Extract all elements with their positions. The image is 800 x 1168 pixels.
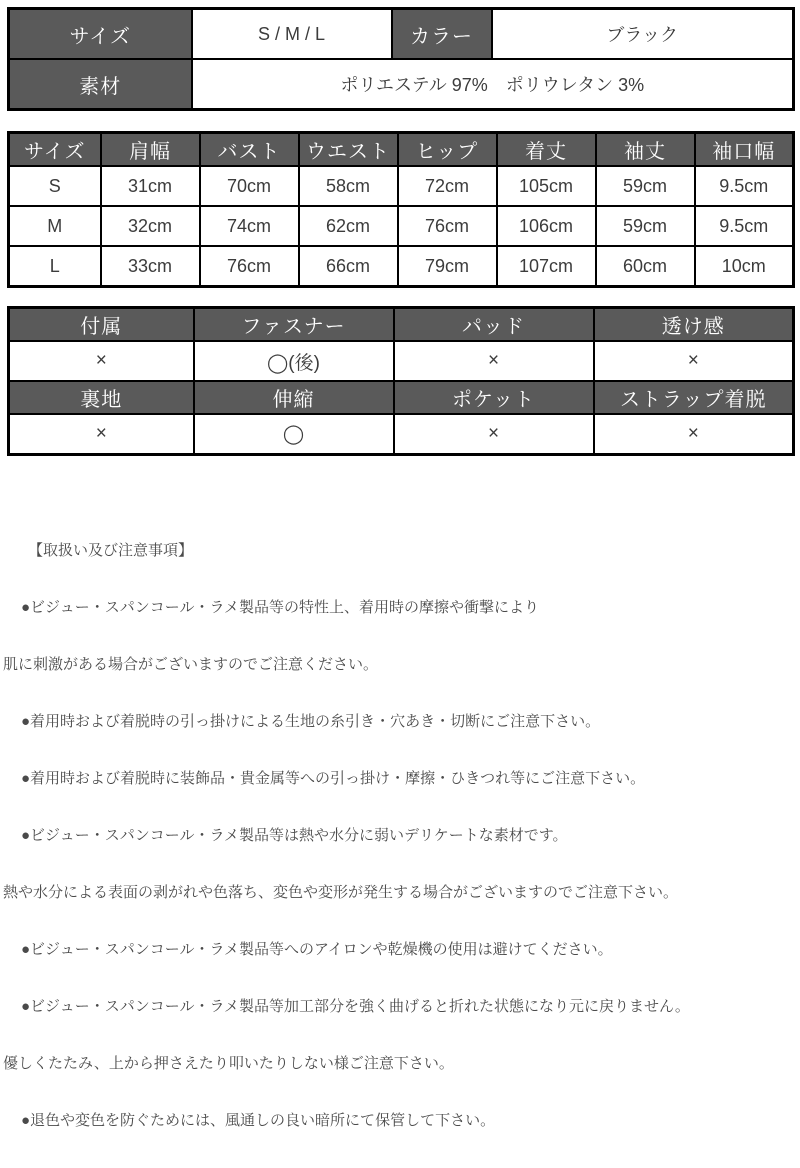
col-header: 袖口幅	[695, 133, 794, 167]
table-row	[9, 9, 794, 60]
measurement-cell: 62cm	[299, 206, 398, 246]
measurement-cell: 32cm	[101, 206, 200, 246]
feature-value-cell: ◯(後)	[194, 341, 394, 381]
care-line: ●退色や変色を防ぐためには、風通しの良い暗所にて保管して下さい。	[21, 1112, 496, 1129]
measurement-cell: 33cm	[101, 246, 200, 287]
measurement-cell: M	[9, 206, 101, 246]
feature-value-cell: ◯	[194, 414, 394, 455]
measurement-cell: 79cm	[398, 246, 497, 287]
features-table	[7, 306, 795, 456]
table-header-row	[9, 308, 794, 342]
measurement-cell: 59cm	[596, 206, 695, 246]
col-header: サイズ	[9, 133, 101, 167]
table-row	[9, 246, 794, 287]
measurement-cell: 107cm	[497, 246, 596, 287]
measurement-cell: 9.5cm	[695, 206, 794, 246]
feature-header: ポケット	[394, 381, 594, 414]
color-label-cell: カラー	[392, 9, 492, 60]
care-line: 優しくたたみ、上から押さえたり叩いたりしない様ご注意下さい。	[3, 1055, 454, 1072]
care-notes	[0, 503, 800, 1168]
table-header-row	[9, 133, 794, 167]
measurement-cell: 76cm	[200, 246, 299, 287]
feature-value-cell: ×	[594, 341, 794, 381]
material-value-cell: ポリエステル 97% ポリウレタン 3%	[192, 59, 794, 110]
measurement-cell: 59cm	[596, 166, 695, 206]
feature-header: 透け感	[594, 308, 794, 342]
table-row	[9, 166, 794, 206]
care-line: ●着用時および着脱時に装飾品・貴金属等への引っ掛け・摩擦・ひきつれ等にご注意下さい。	[21, 770, 646, 787]
care-line: 肌に刺激がある場合がございますのでご注意ください。	[3, 656, 379, 673]
col-header: ヒップ	[398, 133, 497, 167]
col-header: バスト	[200, 133, 299, 167]
measurement-cell: 31cm	[101, 166, 200, 206]
table-row	[9, 59, 794, 110]
feature-value-cell: ×	[9, 414, 194, 455]
table-row	[9, 414, 794, 455]
care-line: ●ビジュー・スパンコール・ラメ製品等は熱や水分に弱いデリケートな素材です。	[21, 827, 568, 844]
measurement-cell: 72cm	[398, 166, 497, 206]
table-row	[9, 341, 794, 381]
measurement-cell: 58cm	[299, 166, 398, 206]
care-line: ●着用時および着脱時の引っ掛けによる生地の糸引き・穴あき・切断にご注意下さい。	[21, 713, 601, 730]
feature-value-cell: ×	[394, 414, 594, 455]
size-value-cell: S / M / L	[192, 9, 392, 60]
measurement-cell: 66cm	[299, 246, 398, 287]
measurement-cell: 105cm	[497, 166, 596, 206]
measurement-cell: L	[9, 246, 101, 287]
measurement-cell: S	[9, 166, 101, 206]
size-label-cell: サイズ	[9, 9, 192, 60]
feature-value-cell: ×	[594, 414, 794, 455]
feature-header: 伸縮	[194, 381, 394, 414]
measurement-cell: 76cm	[398, 206, 497, 246]
material-label-cell: 素材	[9, 59, 192, 110]
feature-header: ストラップ着脱	[594, 381, 794, 414]
feature-value-cell: ×	[394, 341, 594, 381]
care-notes-title: 【取扱い及び注意事項】	[28, 542, 194, 559]
table-row	[9, 206, 794, 246]
care-line: ●ビジュー・スパンコール・ラメ製品等加工部分を強く曲げると折れた状態になり元に戻りません。	[21, 998, 690, 1015]
feature-header: 付属	[9, 308, 194, 342]
info-table	[7, 7, 795, 111]
care-line: ●ビジュー・スパンコール・ラメ製品等へのアイロンや乾燥機の使用は避けてください。	[21, 941, 613, 958]
measurement-cell: 9.5cm	[695, 166, 794, 206]
feature-header: パッド	[394, 308, 594, 342]
measurements-table	[7, 131, 795, 288]
feature-value-cell: ×	[9, 341, 194, 381]
measurement-cell: 60cm	[596, 246, 695, 287]
col-header: ウエスト	[299, 133, 398, 167]
col-header: 肩幅	[101, 133, 200, 167]
care-line: 熱や水分による表面の剥がれや色落ち、変色や変形が発生する場合がございますのでご注意下さい。	[3, 884, 679, 901]
color-value-cell: ブラック	[492, 9, 794, 60]
feature-header: 裏地	[9, 381, 194, 414]
measurement-cell: 10cm	[695, 246, 794, 287]
col-header: 着丈	[497, 133, 596, 167]
measurement-cell: 74cm	[200, 206, 299, 246]
table-header-row	[9, 381, 794, 414]
care-line: ●ビジュー・スパンコール・ラメ製品等の特性上、着用時の摩擦や衝撃により	[21, 599, 540, 616]
measurement-cell: 70cm	[200, 166, 299, 206]
col-header: 袖丈	[596, 133, 695, 167]
feature-header: ファスナー	[194, 308, 394, 342]
measurement-cell: 106cm	[497, 206, 596, 246]
